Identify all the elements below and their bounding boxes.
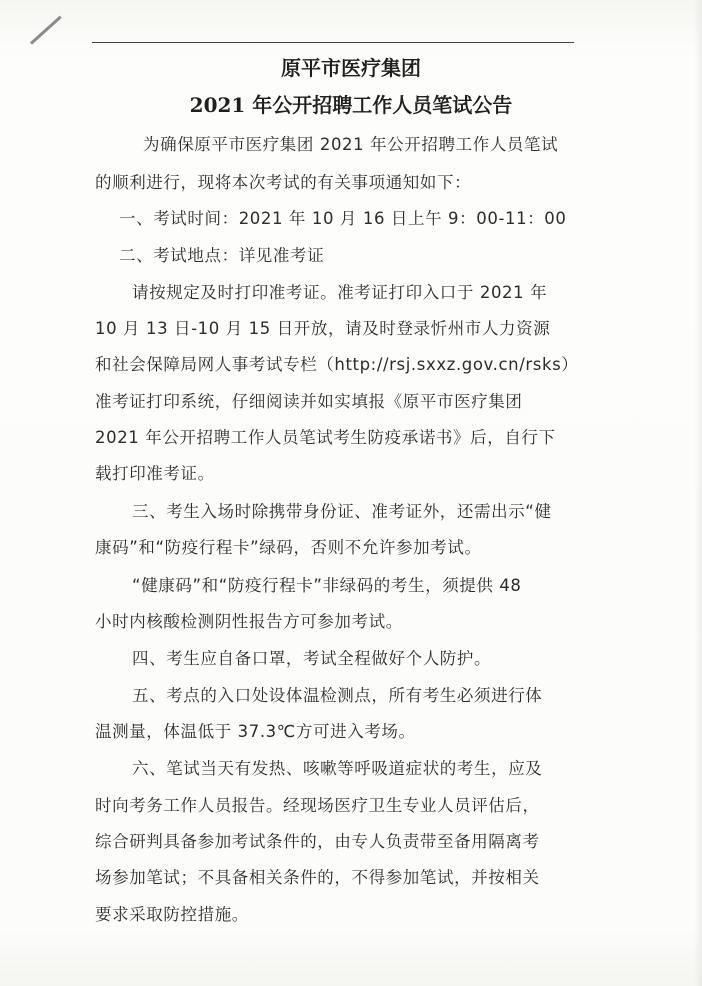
- paragraph-line: 请按规定及时打印准考证。准考证打印入口于 2021 年: [132, 283, 548, 302]
- paragraph-line: 小时内核酸检测阴性报告方可参加考试。: [95, 612, 403, 631]
- paragraph-line: 温测量，体温低于 37.3℃方可进入考场。: [95, 722, 416, 741]
- paragraph-line: 准考证打印系统，仔细阅读并如实填报《原平市医疗集团: [95, 392, 523, 411]
- paragraph-line: 时向考务工作人员报告。经现场医疗卫生专业人员评估后，: [95, 796, 540, 815]
- paragraph-line: 10 月 13 日-10 月 15 日开放，请及时登录忻州市人力资源: [95, 319, 551, 338]
- paragraph-line: 场参加笔试；不具备相关条件的，不得参加笔试，并按相关: [95, 868, 540, 887]
- paragraph-line: 一、考试时间：2021 年 10 月 16 日上午 9：00-11：00: [119, 209, 567, 228]
- paragraph-line: 四、考生应自备口罩，考试全程做好个人防护。: [132, 649, 492, 668]
- paragraph-line: 二、考试地点：详见准考证: [119, 246, 325, 265]
- paragraph-line: 载打印准考证。: [95, 464, 215, 483]
- page-shadow: [694, 0, 702, 986]
- paragraph-line: 康码”和“防疫行程卡”绿码，否则不允许参加考试。: [95, 538, 482, 557]
- paragraph-line: 三、考生入场时除携带身份证、准考证外，还需出示“健: [132, 502, 552, 521]
- paragraph-line: 要求采取防控措施。: [95, 905, 249, 924]
- staple-mark: [30, 16, 62, 45]
- paragraph-line: 六、笔试当天有发热、咳嗽等呼吸道症状的考生，应及: [132, 759, 543, 778]
- paragraph-line: 和社会保障局网人事考试专栏（http://rsj.sxxz.gov.cn/rsks）: [95, 355, 579, 374]
- paragraph-line: 综合研判具备参加考试条件的，由专人负责带至备用隔离考: [95, 832, 540, 851]
- paragraph-line: 五、考点的入口处设体温检测点，所有考生必须进行体: [132, 686, 543, 705]
- paragraph-line: 为确保原平市医疗集团 2021 年公开招聘工作人员笔试: [143, 135, 559, 154]
- header-rule: [92, 42, 574, 43]
- document-subtitle: 2021 年公开招聘工作人员笔试公告: [189, 93, 513, 117]
- paragraph-line: “健康码”和“防疫行程卡”非绿码的考生，须提供 48: [132, 576, 522, 595]
- paragraph-line: 2021 年公开招聘工作人员笔试考生防疫承诺书》后，自行下: [95, 428, 556, 447]
- paragraph-line: 的顺利进行，现将本次考试的有关事项通知如下：: [95, 173, 472, 192]
- document-title: 原平市医疗集团: [281, 56, 421, 80]
